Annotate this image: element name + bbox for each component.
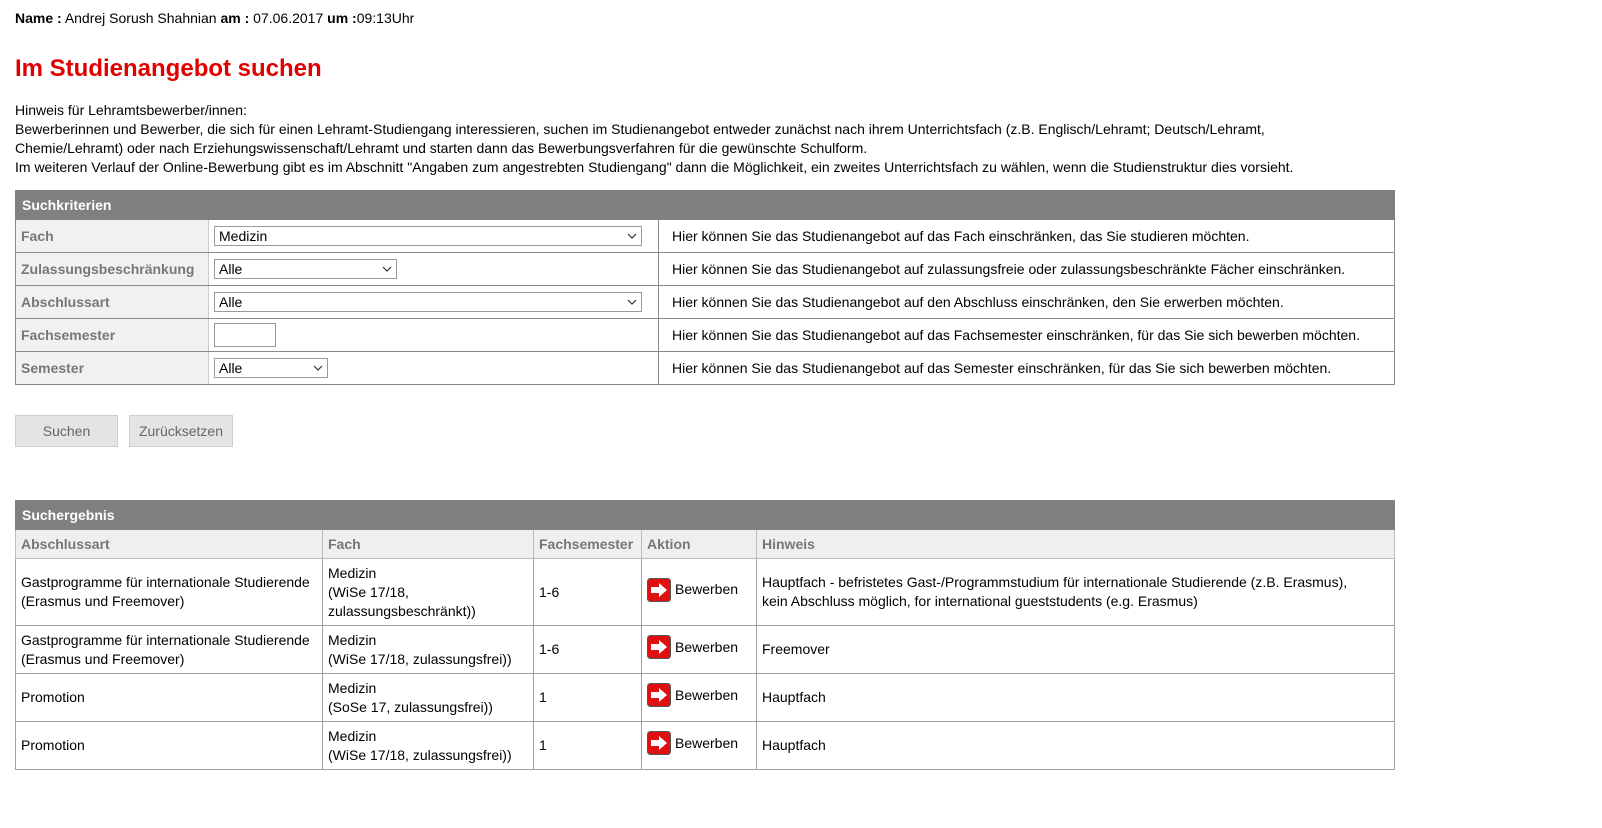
apply-label: Bewerben <box>675 734 739 751</box>
zulassung-label: Zulassungsbeschränkung <box>16 253 209 286</box>
table-row <box>16 559 1395 626</box>
fachsemester-label: Fachsemester <box>16 319 209 352</box>
cell-fachsemester: 1 <box>534 722 642 770</box>
fach-line: Medizin <box>328 679 377 696</box>
cell-abschlussart: Promotion <box>16 674 323 722</box>
cell-fachsemester: 1-6 <box>534 559 642 626</box>
red-arrow-right-icon <box>647 635 671 659</box>
cell-aktion <box>642 722 757 770</box>
apply-label: Bewerben <box>675 638 739 655</box>
cell-hinweis: Hauptfach <box>757 722 1395 770</box>
zulassung-description: Hier können Sie das Studienangebot auf zulassungsfreie oder zulassungsbeschränkte Fächer einschränken. <box>659 253 1395 286</box>
cell-abschlussart: Promotion <box>16 722 323 770</box>
fach-line: (SoSe 17, zulassungsfrei)) <box>328 698 493 715</box>
criteria-row-zulassung <box>16 253 1395 286</box>
login-date: 07.06.2017 <box>253 10 324 26</box>
search-criteria-table <box>15 190 1395 385</box>
cell-fach <box>323 722 534 770</box>
abschlussart-select[interactable] <box>214 292 642 312</box>
fach-select-value: Medizin <box>219 228 268 244</box>
zulassung-select-value: Alle <box>219 261 243 277</box>
chevron-down-icon <box>627 297 637 307</box>
user-name: Andrej Sorush Shahnian <box>64 10 217 26</box>
fachsemester-input[interactable] <box>214 323 276 347</box>
apply-label: Bewerben <box>675 581 739 597</box>
cell-fach <box>323 559 534 626</box>
abschlussart-select-value: Alle <box>219 294 243 310</box>
table-row <box>16 626 1395 674</box>
abschlussart-line: Gastprogramme für internationale Studierende <box>21 574 310 590</box>
semester-description: Hier können Sie das Studienangebot auf das Semester einschränken, für das Sie sich bewerben möchten. <box>659 352 1395 385</box>
column-header-aktion: Aktion <box>642 530 757 559</box>
fach-line: (WiSe 17/18, <box>328 583 409 600</box>
search-results-table <box>15 500 1395 770</box>
fach-line: Medizin <box>328 727 377 744</box>
search-results-title: Suchergebnis <box>16 501 1395 530</box>
apply-link[interactable] <box>647 731 738 755</box>
cell-fachsemester: 1-6 <box>534 626 642 674</box>
search-criteria-title: Suchkriterien <box>16 191 1395 220</box>
semester-select-value: Alle <box>219 360 243 376</box>
cell-fach <box>323 674 534 722</box>
column-header-abschlussart: Abschlussart <box>16 530 323 559</box>
semester-select[interactable] <box>214 358 328 378</box>
results-header-row <box>16 530 1395 559</box>
red-arrow-right-icon <box>647 683 671 707</box>
fach-label: Fach <box>16 220 209 253</box>
cell-aktion <box>642 626 757 674</box>
cell-fachsemester: 1 <box>534 674 642 722</box>
abschlussart-line: (Erasmus und Freemover) <box>21 593 185 609</box>
cell-aktion <box>642 674 757 722</box>
table-row <box>16 674 1395 722</box>
criteria-row-semester <box>16 352 1395 385</box>
hinweis-line: kein Abschluss möglich, for international gueststudents (e.g. Erasmus) <box>762 593 1198 609</box>
cell-hinweis: Hauptfach <box>757 674 1395 722</box>
chevron-down-icon <box>313 363 323 373</box>
fach-line: Medizin <box>328 564 377 581</box>
hint-paragraph-1: Bewerberinnen und Bewerber, die sich für einen Lehramt-Studiengang interessieren, suchen im Studienangebot entweder zunächst nach ihrem Unterrichtsfach (z.B. Englisch/Lehramt; Deutsch/Lehramt, Chemie/Lehramt) oder nach Erziehungswissenschaft/Lehramt und starten dann das Bewerbungsverfahren für die gewünschte Schulform. <box>15 121 1265 156</box>
user-info-line <box>15 10 414 26</box>
cell-abschlussart <box>16 559 323 626</box>
chevron-down-icon <box>382 264 392 274</box>
column-header-fach: Fach <box>323 530 534 559</box>
fach-line: (WiSe 17/18, zulassungsfrei)) <box>328 746 512 763</box>
fach-select[interactable] <box>214 226 642 246</box>
criteria-row-fachsemester <box>16 319 1395 352</box>
table-row <box>16 722 1395 770</box>
abschlussart-line: (Erasmus und Freemover) <box>21 650 185 667</box>
fach-line: (WiSe 17/18, zulassungsfrei)) <box>328 650 512 667</box>
cell-fach <box>323 626 534 674</box>
hint-heading: Hinweis für Lehramtsbewerber/innen: <box>15 102 247 118</box>
apply-link[interactable] <box>647 578 738 602</box>
cell-hinweis <box>757 559 1395 626</box>
abschlussart-line: Gastprogramme für internationale Studierende <box>21 631 310 648</box>
apply-link[interactable] <box>647 683 738 707</box>
fach-description: Hier können Sie das Studienangebot auf das Fach einschränken, das Sie studieren möchten. <box>659 220 1395 253</box>
red-arrow-right-icon <box>647 731 671 755</box>
zulassung-select[interactable] <box>214 259 397 279</box>
criteria-row-fach <box>16 220 1395 253</box>
chevron-down-icon <box>627 231 637 241</box>
date-label: am : <box>220 10 250 26</box>
name-label: Name : <box>15 10 62 26</box>
abschlussart-label: Abschlussart <box>16 286 209 319</box>
teacher-hint <box>15 101 1345 177</box>
reset-button[interactable]: Zurücksetzen <box>129 415 233 447</box>
fach-line: zulassungsbeschränkt)) <box>328 602 476 619</box>
semester-label: Semester <box>16 352 209 385</box>
red-arrow-right-icon <box>647 578 671 602</box>
column-header-hinweis: Hinweis <box>757 530 1395 559</box>
time-label: um : <box>327 10 357 26</box>
hint-paragraph-2: Im weiteren Verlauf der Online-Bewerbung gibt es im Abschnitt "Angaben zum angestrebten Studiengang" dann die Möglichkeit, ein zweites Unterrichtsfach zu wählen, wenn die Studienstruktur dies vorsieht. <box>15 159 1294 175</box>
apply-label: Bewerben <box>675 686 739 703</box>
hinweis-line: Hauptfach - befristetes Gast-/Programmstudium für internationale Studierende (z.B. Erasmus), <box>762 574 1348 590</box>
page-title: Im Studienangebot suchen <box>15 55 322 82</box>
cell-hinweis: Freemover <box>757 626 1395 674</box>
cell-abschlussart <box>16 626 323 674</box>
fachsemester-description: Hier können Sie das Studienangebot auf das Fachsemester einschränken, für das Sie sich bewerben möchten. <box>659 319 1395 352</box>
search-button[interactable]: Suchen <box>15 415 118 447</box>
abschlussart-description: Hier können Sie das Studienangebot auf den Abschluss einschränken, den Sie erwerben möchten. <box>659 286 1395 319</box>
login-time: 09:13Uhr <box>356 10 415 26</box>
cell-aktion <box>642 559 757 626</box>
apply-link[interactable] <box>647 635 738 659</box>
fach-line: Medizin <box>328 631 377 648</box>
criteria-row-abschlussart <box>16 286 1395 319</box>
column-header-fachsemester: Fachsemester <box>534 530 642 559</box>
